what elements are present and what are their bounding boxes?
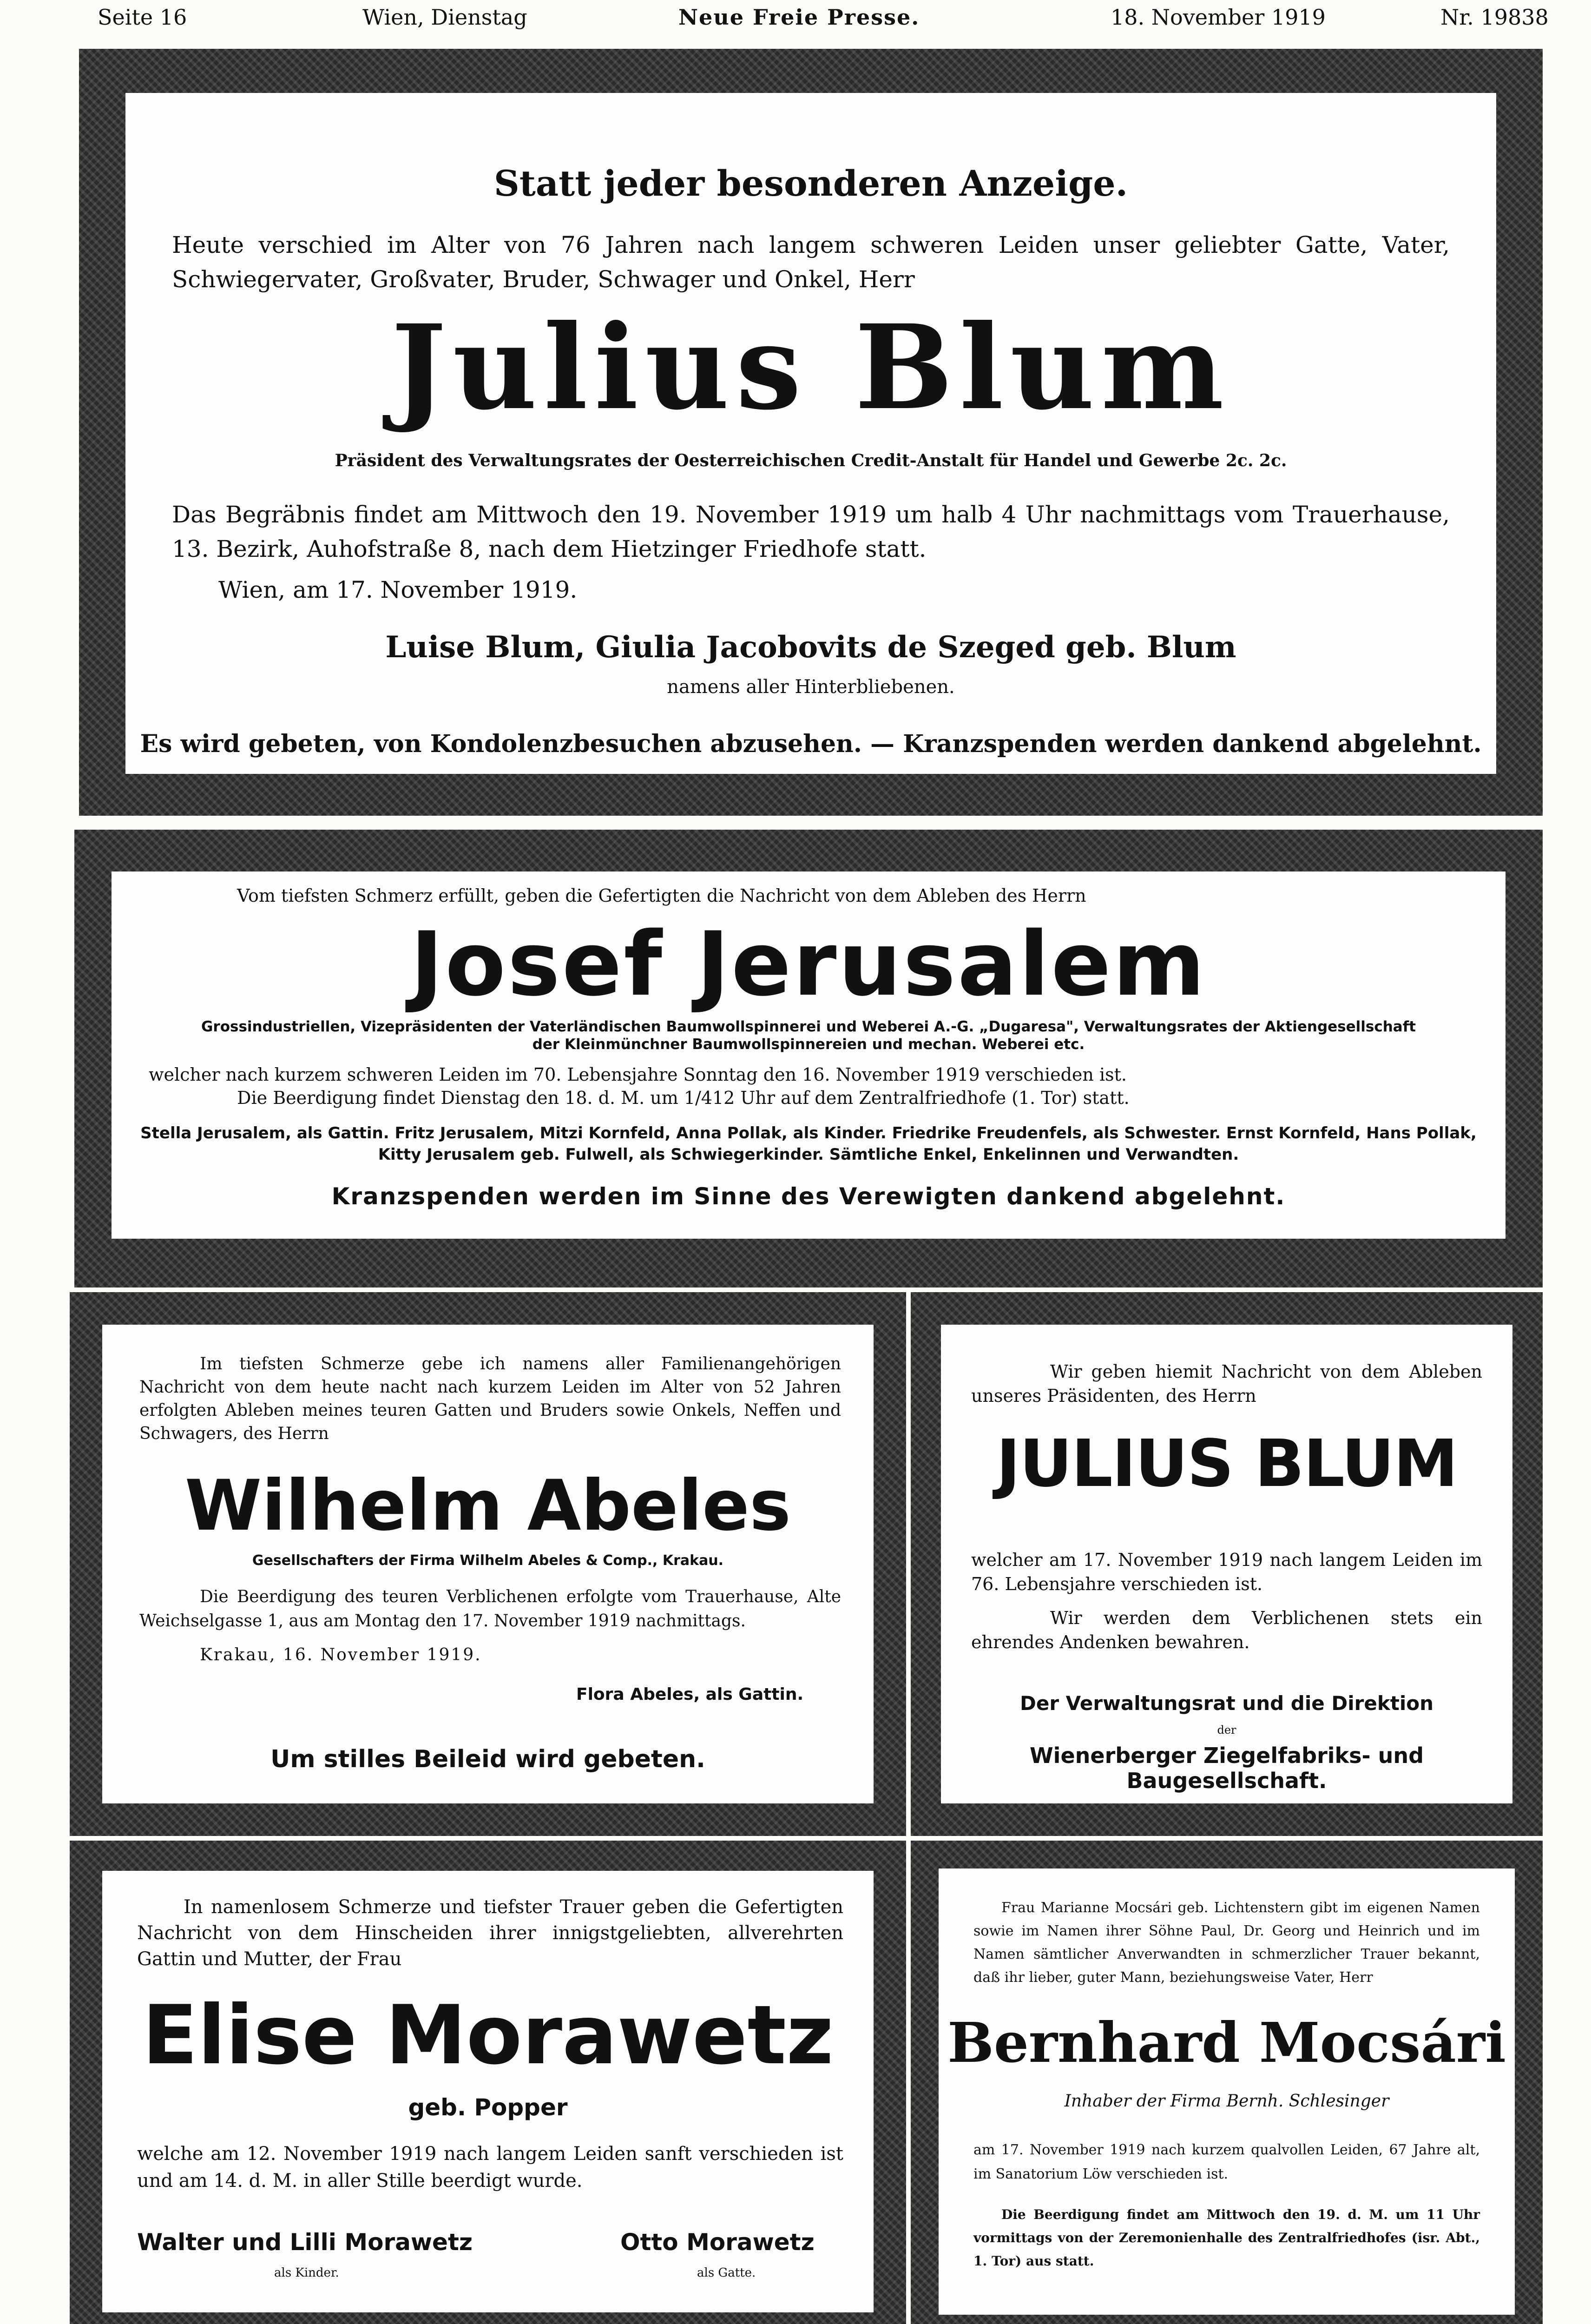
signer-husband-role: als Gatte. (697, 2266, 756, 2280)
notice-bernhard-mocsari (939, 1868, 1515, 2315)
death-details: am 17. November 1919 nach kurzem qualvollen Leiden, 67 Jahre alt, im Sanatorium Löw verschieden ist. (973, 2142, 1480, 2182)
closing-note: Kranzspenden werden im Sinne des Verewigten dankend abgelehnt. (331, 1183, 1286, 1210)
deceased-name: JULIUS BLUM (996, 1426, 1458, 1502)
header-date: 18. November 1919 (1111, 5, 1326, 30)
place-date: Wien, am 17. November 1919. (218, 576, 578, 603)
deceased-name: Julius Blum (391, 299, 1231, 436)
notice-julius-blum-frame (79, 49, 1543, 816)
signers: Stella Jerusalem, als Gattin. Fritz Jerusalem, Mitzi Kornfeld, Anna Pollak, als Kinder. Friedrike Freudenfels, als Schwester. Ernst Kornfeld, Hans Pollak, Kitty Jerusalem geb. Fulwell, als Schwiegerkinder. Sämtliche Enkel, Enkelinnen und Verwandten. (140, 1124, 1477, 1164)
notice-josef-jerusalem-frame (74, 830, 1543, 1287)
page-header (0, 0, 1591, 37)
deceased-name: Bernhard Mocsári (947, 2010, 1506, 2075)
deceased-name: Josef Jerusalem (410, 913, 1207, 1016)
notice-intro: Frau Marianne Mocsári geb. Lichtenstern gibt im eigenen Namen sowie im Namen ihrer Söhne Paul, Dr. Georg und Heinrich und im Namen sämtlicher Anverwandten in schmerzlicher Trauer bekannt, daß ihr lieber, guter Mann, beziehungsweise Vater, Herr (973, 1900, 1480, 1986)
notice-intro: Heute verschied im Alter von 76 Jahren nach langem schweren Leiden unser geliebter Gatte, Vater, Schwiegervater, Großvater, Bruder, Schwager und Onkel, Herr (172, 231, 1450, 293)
signer-children: Walter und Lilli Morawetz (137, 2229, 473, 2256)
page-number: Seite 16 (98, 5, 187, 30)
notice-wilhelm-abeles (102, 1325, 874, 1803)
death-details: welcher am 17. November 1919 nach langem Leiden im 76. Lebensjahre verschieden ist. (971, 1550, 1482, 1594)
signer: Flora Abeles, als Gattin. (576, 1685, 804, 1704)
notice-elise-morawetz (102, 1871, 874, 2312)
signer-husband: Otto Morawetz (620, 2229, 815, 2256)
signers: Luise Blum, Giulia Jacobovits de Szeged geb. Blum (385, 630, 1236, 665)
notice-intro: Im tiefsten Schmerze gebe ich namens aller Familienangehörigen Nachricht von dem heute nacht nach kurzem Leiden im Alter von 52 Jahren erfolgten Ableben meines teuren Gatten und Bruders sowie Onkels, Neffen und Schwagers, des Herrn (139, 1354, 841, 1443)
deceased-title: Inhaber der Firma Bernh. Schlesinger (1064, 2092, 1389, 2111)
issue-number: Nr. 19838 (1440, 5, 1549, 30)
notice-headline: Statt jeder besonderen Anzeige. (493, 163, 1128, 204)
notice-wienerberger-frame (911, 1292, 1543, 1836)
memory-note: Wir werden dem Verblichenen stets ein ehrendes Andenken bewahren. (971, 1608, 1482, 1652)
place-date: Krakau, 16. November 1919. (200, 1645, 482, 1664)
closing-note: Um stilles Beileid wird gebeten. (270, 1745, 705, 1773)
funeral-details: Die Beerdigung des teuren Verblichenen erfolgte vom Trauerhause, Alte Weichselgasse 1, aus am Montag den 17. November 1919 nachmittags. (139, 1587, 841, 1631)
closing-note: Es wird gebeten, von Kondolenzbesuchen abzusehen. — Kranzspenden werden dankend abgelehnt. (140, 730, 1482, 758)
newspaper-title: Neue Freie Presse. (678, 5, 920, 30)
deceased-title: Gesellschafters der Firma Wilhelm Abeles & Comp., Krakau. (252, 1552, 724, 1569)
funeral-details: Das Begräbnis findet am Mittwoch den 19. November 1919 um halb 4 Uhr nachmittags vom Trauerhause, 13. Bezirk, Auhofstraße 8, nach dem Hietzinger Friedhofe statt. (172, 501, 1450, 562)
deceased-title: Präsident des Verwaltungsrates der Oesterreichischen Credit-Anstalt für Handel und Gewerbe 2c. 2c. (335, 451, 1287, 470)
death-details: welcher nach kurzem schweren Leiden im 70. Lebensjahre Sonntag den 16. November 1919 verschieden ist. (149, 1064, 1127, 1085)
deceased-title: Grossindustriellen, Vizepräsidenten der Vaterländischen Baumwollspinnerei und Weberei A.-G. „Dugaresa", Verwaltungsrates der Aktiengesellschaft der Kleinmünchner Baumwollspinnereien und mechan. Weberei etc. (201, 1018, 1416, 1053)
notice-intro: In namenlosem Schmerze und tiefster Trauer geben die Gefertigten Nachricht von dem Hinscheiden ihrer innigstgeliebten, allverehrten Gattin und Mutter, der Frau (137, 1896, 843, 1970)
on-behalf: namens aller Hinterbliebenen. (667, 676, 955, 698)
header-place: Wien, Dienstag (362, 5, 527, 30)
signer-board: Der Verwaltungsrat und die Direktion (1020, 1692, 1433, 1715)
notice-elise-morawetz-frame (70, 1841, 906, 2324)
notice-josef-jerusalem (112, 872, 1506, 1239)
notice-julius-blum (125, 93, 1496, 774)
maiden-name: geb. Popper (408, 2094, 568, 2121)
signer-children-role: als Kinder. (274, 2266, 339, 2280)
deceased-name: Elise Morawetz (142, 1988, 834, 2083)
funeral-details: Die Beerdigung findet am Mittwoch den 19. d. M. um 11 Uhr vormittags von der Zeremonienhalle des Zentralfriedhofes (isr. Abt., 1. Tor) aus statt. (973, 2207, 1480, 2269)
signer-connector: der (1217, 1723, 1236, 1736)
notice-wienerberger (941, 1325, 1512, 1803)
death-details: welche am 12. November 1919 nach langem Leiden sanft verschieden ist und am 14. d. M. in aller Stille beerdigt wurde. (137, 2143, 843, 2192)
notice-bernhard-mocsari-frame (911, 1841, 1543, 2324)
notice-wilhelm-abeles-frame (70, 1292, 906, 1836)
signer-company: Wienerberger Ziegelfabriks- und Baugesellschaft. (1029, 1743, 1424, 1793)
notice-intro: Vom tiefsten Schmerz erfüllt, geben die Gefertigten die Nachricht von dem Ableben des Herrn (237, 885, 1086, 906)
deceased-name: Wilhelm Abeles (184, 1466, 791, 1546)
notice-intro: Wir geben hiemit Nachricht von dem Ableben unseres Präsidenten, des Herrn (971, 1361, 1482, 1406)
funeral-details: Die Beerdigung findet Dienstag den 18. d. M. um 1/412 Uhr auf dem Zentralfriedhofe (1. Tor) statt. (237, 1088, 1130, 1108)
